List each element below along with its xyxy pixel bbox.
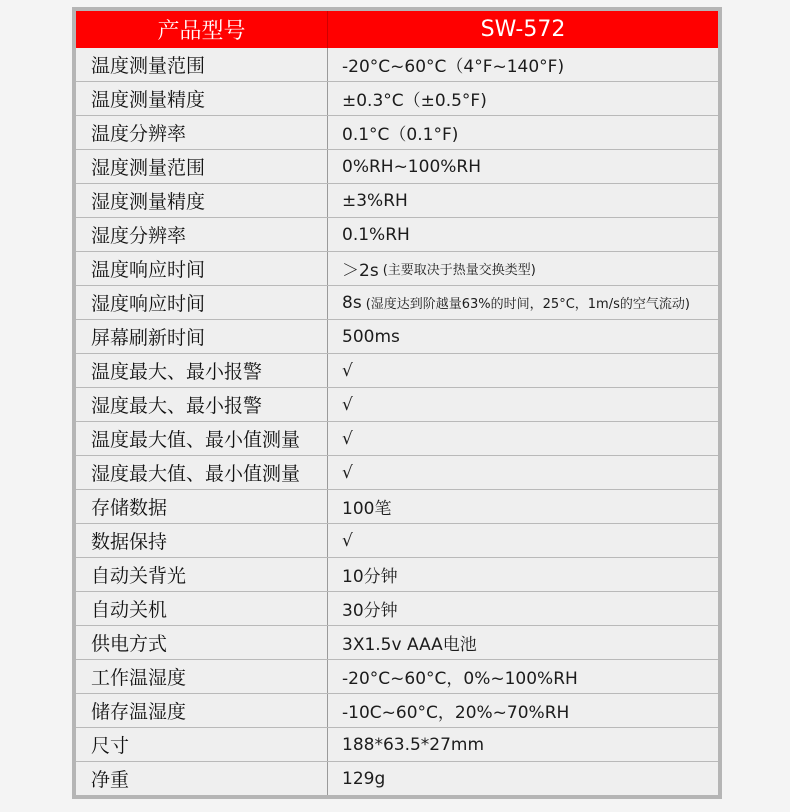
spec-label: 湿度测量精度 (76, 184, 328, 217)
spec-value (328, 82, 718, 115)
spec-value-text: 10分钟 (342, 567, 398, 587)
spec-value-text: 30分钟 (342, 601, 398, 621)
spec-value-text: 129g (342, 768, 386, 789)
spec-value-text: √ (342, 428, 353, 449)
table-row (76, 523, 718, 557)
table-row (76, 727, 718, 761)
spec-value (328, 48, 718, 81)
spec-value-text: √ (342, 360, 353, 381)
spec-label: 湿度响应时间 (76, 286, 328, 319)
spec-label: 湿度最大、最小报警 (76, 388, 328, 421)
table-row (76, 761, 718, 795)
spec-value-text: 100笔 (342, 499, 392, 519)
spec-label: 湿度最大值、最小值测量 (76, 456, 328, 489)
spec-label: 储存温湿度 (76, 694, 328, 727)
spec-value (328, 320, 718, 353)
table-row (76, 81, 718, 115)
spec-label: 温度分辨率 (76, 116, 328, 149)
spec-label: 工作温湿度 (76, 660, 328, 693)
spec-label: 屏幕刷新时间 (76, 320, 328, 353)
spec-value (328, 490, 718, 523)
spec-value (328, 422, 718, 455)
spec-value-text: ＞2s (342, 261, 379, 281)
spec-value-text: -20°C~60°C，0%~100%RH (342, 669, 578, 689)
spec-value (328, 286, 718, 319)
table-row (76, 48, 718, 81)
spec-value (328, 116, 718, 149)
spec-label: 供电方式 (76, 626, 328, 659)
spec-value-note: (湿度达到阶越量63%的时间，25°C，1m/s的空气流动) (365, 297, 690, 312)
spec-value-text: 0.1%RH (342, 224, 410, 245)
spec-value-text: √ (342, 530, 353, 551)
table-row (76, 217, 718, 251)
spec-value (328, 660, 718, 693)
spec-value (328, 388, 718, 421)
table-row (76, 455, 718, 489)
table-row (76, 387, 718, 421)
spec-label: 尺寸 (76, 728, 328, 761)
table-row (76, 421, 718, 455)
spec-label: 温度响应时间 (76, 252, 328, 285)
spec-value (328, 354, 718, 387)
spec-label: 净重 (76, 762, 328, 795)
spec-value-text: 0.1°C（0.1°F) (342, 125, 459, 145)
table-row (76, 115, 718, 149)
spec-value (328, 184, 718, 217)
spec-value-text: -10C~60°C，20%~70%RH (342, 703, 570, 723)
spec-value-note: (主要取决于热量交换类型) (382, 263, 536, 278)
header-model: SW-572 (480, 17, 566, 42)
table-row (76, 251, 718, 285)
spec-value (328, 626, 718, 659)
table-row (76, 183, 718, 217)
spec-label: 温度最大、最小报警 (76, 354, 328, 387)
table-row (76, 319, 718, 353)
spec-value-text: √ (342, 462, 353, 483)
table-row (76, 353, 718, 387)
spec-label: 自动关背光 (76, 558, 328, 591)
spec-value-text: 0%RH~100%RH (342, 156, 482, 177)
table-row (76, 285, 718, 319)
spec-value-text: 500ms (342, 326, 400, 347)
table-header (76, 11, 718, 48)
spec-table (72, 7, 722, 799)
spec-label: 数据保持 (76, 524, 328, 557)
spec-value-text: ±0.3°C（±0.5°F) (342, 91, 487, 111)
spec-value-text: 188*63.5*27mm (342, 734, 485, 755)
table-row (76, 625, 718, 659)
table-row (76, 489, 718, 523)
table-row (76, 557, 718, 591)
table-row (76, 149, 718, 183)
table-row (76, 693, 718, 727)
spec-value (328, 694, 718, 727)
spec-value-text: 3X1.5v AAA电池 (342, 635, 477, 655)
spec-value (328, 558, 718, 591)
spec-value (328, 218, 718, 251)
spec-label: 湿度测量范围 (76, 150, 328, 183)
spec-value-text: 8s (342, 292, 362, 313)
spec-value (328, 456, 718, 489)
table-row (76, 591, 718, 625)
spec-value (328, 150, 718, 183)
spec-label: 湿度分辨率 (76, 218, 328, 251)
spec-value (328, 728, 718, 761)
spec-value-text: -20°C~60°C（4°F~140°F) (342, 57, 565, 77)
spec-label: 温度测量范围 (76, 48, 328, 81)
spec-value-text: ±3%RH (342, 190, 408, 211)
spec-value (328, 524, 718, 557)
spec-value (328, 252, 718, 285)
spec-label: 存储数据 (76, 490, 328, 523)
table-row (76, 659, 718, 693)
spec-label: 温度测量精度 (76, 82, 328, 115)
spec-label: 温度最大值、最小值测量 (76, 422, 328, 455)
spec-value (328, 762, 718, 795)
spec-value-text: √ (342, 394, 353, 415)
spec-label: 自动关机 (76, 592, 328, 625)
header-label: 产品型号 (76, 11, 328, 48)
table-body (76, 48, 718, 795)
spec-value (328, 592, 718, 625)
